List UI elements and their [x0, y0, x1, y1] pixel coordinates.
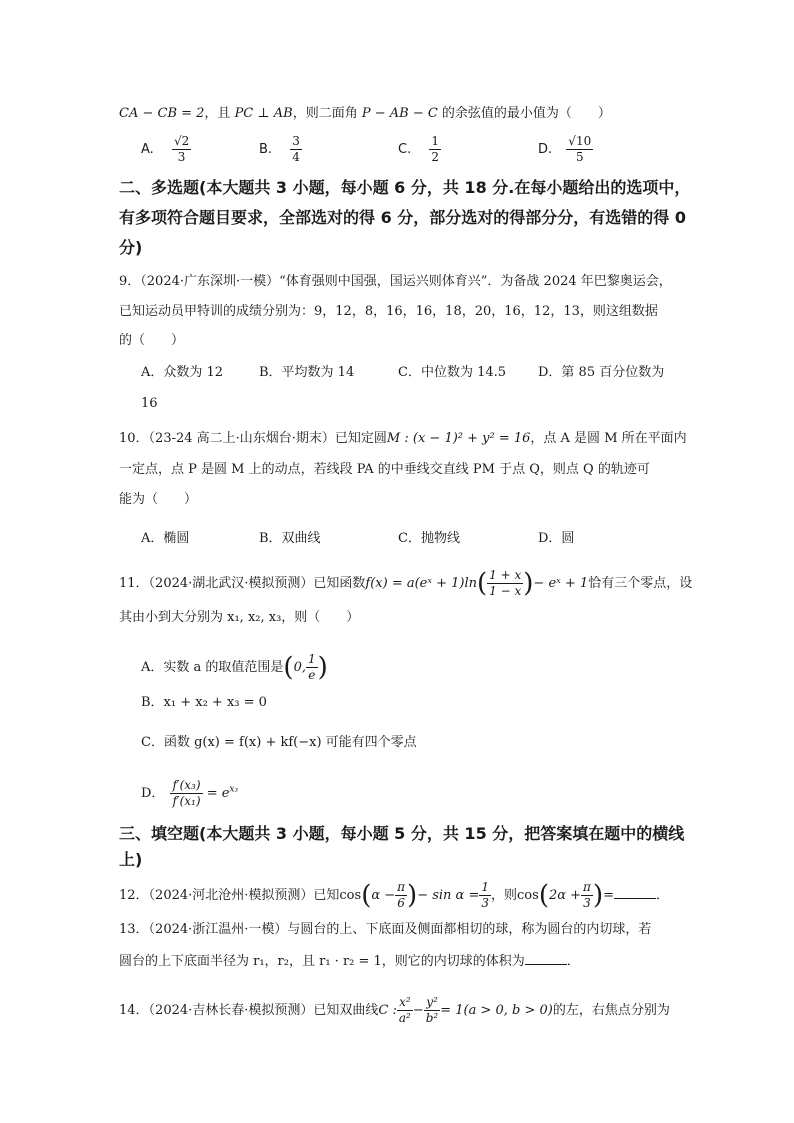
rhs: = e: [206, 786, 230, 801]
q10-stem-line2: 一定点，点 P 是圆 M 上的动点，若线段 PA 的中垂线交直线 PM 于点 Q，则点 Q 的轨迹可: [119, 462, 650, 477]
q8-option-a[interactable]: [141, 134, 191, 165]
denominator: 3: [481, 896, 490, 910]
text: ．: [656, 888, 670, 903]
q13-stem-line1: 13．（2024·浙江温州·一模）与圆台的上、下底面及侧面都相切的球，称为圆台的内切球，若: [119, 922, 652, 937]
fraction: [170, 778, 202, 809]
numerator: 1: [481, 880, 490, 894]
two-alpha-plus: 2α +: [548, 888, 582, 903]
option-label: C.: [398, 142, 412, 157]
q13-stem-line2: [119, 952, 580, 972]
q12-stem: [119, 880, 669, 911]
function-def-right: − eˣ + 1: [533, 576, 589, 591]
q9-stem-line2: 已知运动员甲特训的成绩分别为：9，12，8，16，16，18，20，16，12，13，则这组数据: [119, 304, 658, 319]
fraction: [581, 880, 593, 911]
cos: cos: [339, 888, 362, 903]
q9-option-c[interactable]: C．中位数为 14.5: [398, 365, 507, 380]
numerator: y²: [424, 995, 441, 1011]
paren-open: (: [538, 880, 549, 911]
denominator: 6: [397, 896, 405, 910]
text: ，且: [204, 106, 235, 121]
q11-option-a[interactable]: [141, 652, 328, 683]
q9-option-d[interactable]: D．第 85 百分位数为: [538, 365, 665, 380]
q10-option-b[interactable]: B．双曲线: [259, 531, 321, 546]
q11-stem-line2: 其由小到大分别为 x₁, x₂, x₃，则（ ）: [119, 610, 360, 625]
q9-option-b[interactable]: B．平均数为 14: [259, 365, 355, 380]
fraction: [172, 134, 191, 165]
numerator: π: [397, 880, 406, 894]
denominator: 4: [292, 150, 300, 164]
numerator: f′(x₃): [172, 778, 201, 792]
paren-open: (: [283, 652, 294, 683]
section2-heading-line1: 二、多选题(本大题共 3 小题，每小题 6 分，共 18 分.在每小题给出的选项中，: [119, 178, 691, 197]
denominator: 3: [177, 150, 186, 164]
curve-name: C :: [378, 1003, 397, 1018]
paren-close: ): [317, 652, 328, 683]
paren-close: ): [407, 880, 418, 911]
numerator: 3: [292, 134, 300, 148]
q11-stem-line1: [119, 568, 692, 599]
numerator: 1: [431, 134, 439, 148]
denominator: 5: [575, 150, 584, 164]
section3-heading-line1: 三、填空题(本大题共 3 小题，每小题 5 分，共 15 分，把答案填在题中的横线: [119, 824, 685, 843]
text: 的余弦值的最小值为（ ）: [437, 106, 611, 121]
q8-option-c[interactable]: [398, 134, 441, 165]
option-label: A.: [141, 142, 154, 157]
fraction: [395, 880, 407, 911]
fraction: [487, 568, 523, 599]
fraction: [479, 880, 491, 911]
option-label: D．: [141, 786, 165, 801]
text: 14．（2024·吉林长春·模拟预测）已知双曲线: [119, 1003, 379, 1018]
paren-open: (: [361, 880, 372, 911]
text: ．: [566, 954, 580, 969]
paren-close: ): [523, 568, 534, 599]
q9-option-a[interactable]: A．众数为 12: [141, 365, 224, 380]
q10-option-a[interactable]: A．椭圆: [141, 531, 190, 546]
q8-stem-tail: [119, 104, 611, 124]
section2-heading-line3: 分): [119, 238, 143, 257]
q10-option-c[interactable]: C．抛物线: [398, 531, 460, 546]
numerator: 1: [307, 652, 316, 666]
paren-open: (: [477, 568, 488, 599]
q10-stem-line3: 能为（ ）: [119, 492, 198, 507]
text: A．实数 a 的取值范围是: [141, 660, 284, 675]
q10-stem-line1: [119, 429, 687, 449]
alpha-minus: α −: [371, 888, 396, 903]
text: 的左，右焦点分别为: [552, 1003, 670, 1018]
fraction: [290, 134, 302, 165]
numerator: √2: [173, 134, 190, 148]
fraction: [397, 995, 413, 1026]
function-def-left: f(x) = a(eˣ + 1)ln: [365, 576, 478, 591]
denominator: a²: [398, 1011, 411, 1025]
text: 恰有三个零点，设: [588, 576, 693, 591]
q9-stem-line3: 的（ ）: [119, 333, 185, 348]
text: ，则二面角: [292, 106, 362, 121]
text: 10．（23-24 高二上·山东烟台·期末）已知定圆: [119, 431, 387, 446]
fraction: [429, 134, 441, 165]
interval-start: 0,: [293, 660, 306, 675]
q9-option-d-cont: 16: [141, 396, 158, 411]
equals: =: [603, 888, 614, 903]
text: ，点 A 是圆 M 所在平面内: [530, 431, 687, 446]
text: 12．（2024·河北沧州·模拟预测）已知: [119, 888, 340, 903]
q8-option-b[interactable]: [259, 134, 302, 165]
q11-option-c[interactable]: C．函数 g(x) = f(x) + kf(−x) 可能有四个零点: [141, 735, 417, 750]
minus: −: [412, 1003, 424, 1018]
numerator: √10: [568, 134, 592, 148]
q9-stem-line1: 9．（2024·广东深圳·一模）“体育强则中国强，国运兴则体育兴”．为备战 2024 年巴黎奥运会，: [119, 274, 672, 289]
q10-option-d[interactable]: D．圆: [538, 531, 575, 546]
q11-option-b[interactable]: B．x₁ + x₂ + x₃ = 0: [141, 695, 267, 710]
paren-close: ): [592, 880, 604, 911]
denominator: 2: [431, 150, 439, 164]
q8-option-d[interactable]: [538, 134, 593, 165]
numerator: π: [583, 880, 591, 894]
denominator: b²: [425, 1011, 439, 1025]
text: 11．（2024·湖北武汉·模拟预测）已知函数: [119, 576, 366, 591]
q14-stem: [119, 995, 670, 1026]
option-label: B.: [259, 142, 273, 157]
exponent: x₃: [229, 784, 239, 795]
denominator: 3: [583, 896, 591, 910]
text: 圆台的上下底面半径为 r₁，r₂，且 r₁ · r₂ = 1，则它的内切球的体积为: [119, 954, 525, 969]
option-label: D.: [538, 142, 553, 157]
denominator: f′(x₁): [172, 794, 201, 808]
section3-heading-line2: 上): [119, 850, 143, 869]
math-ca-cb: CA − CB = 2: [119, 106, 205, 121]
cos: cos: [517, 888, 539, 903]
numerator: 1 + x: [489, 568, 522, 582]
q11-option-d[interactable]: [141, 778, 238, 809]
text: ，则: [491, 888, 518, 903]
answer-blank[interactable]: [525, 952, 567, 965]
section2-heading-line2: 有多项符合题目要求，全部选对的得 6 分，部分选对的得部分分，有选错的得 0: [119, 208, 686, 227]
denominator: 1 − x: [489, 584, 522, 598]
math-dihedral: P − AB − C: [361, 106, 438, 121]
math-pc-perp-ab: PC ⊥ AB: [234, 106, 293, 121]
answer-blank[interactable]: [614, 886, 656, 899]
minus-sin: − sin α =: [417, 888, 480, 903]
circle-equation: M : (x − 1)² + y² = 16: [386, 431, 531, 446]
condition: = 1(a > 0, b > 0): [440, 1003, 553, 1018]
fraction: [424, 995, 441, 1026]
numerator: x²: [397, 995, 413, 1011]
denominator: e: [308, 668, 316, 682]
fraction: [566, 134, 593, 165]
fraction: [306, 652, 318, 683]
